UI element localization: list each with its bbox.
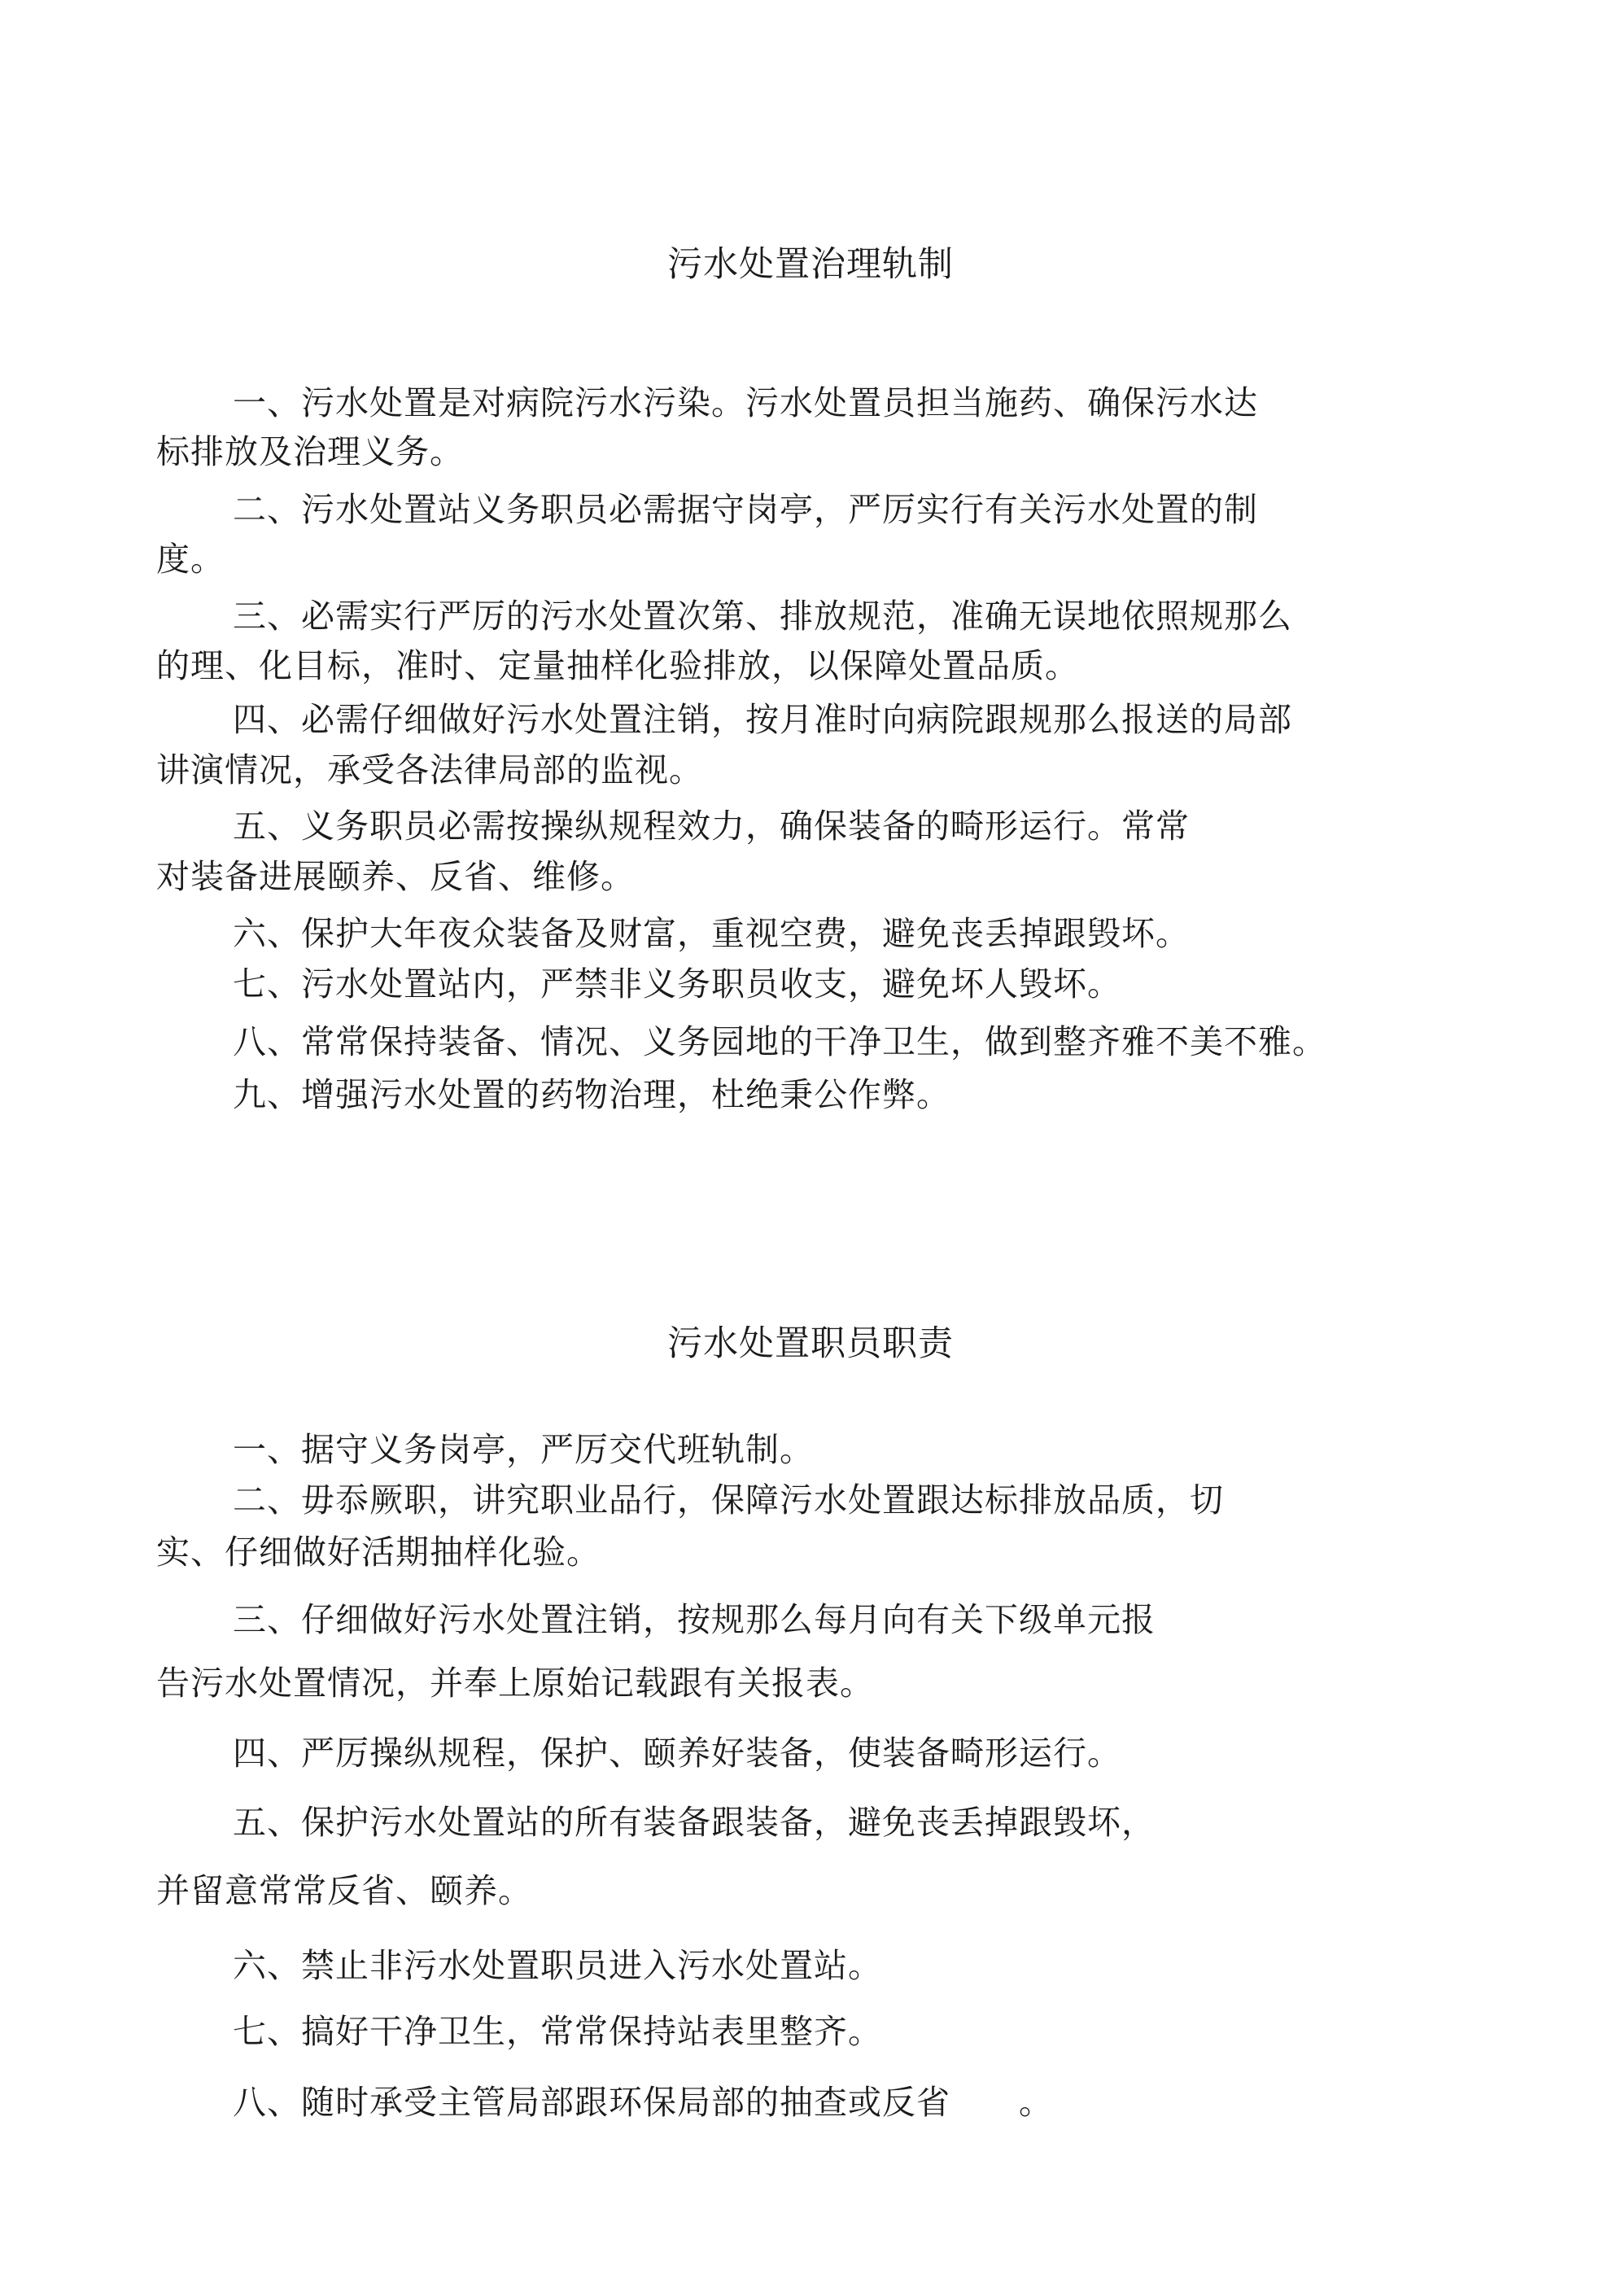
section2-item-3-line-1: 三、仔细做好污水处置注销，按规那么每月向有关下级单元报 <box>233 1600 1156 1639</box>
section2-item-5-line-2: 并留意常常反省、颐养。 <box>156 1871 532 1910</box>
section2-item-5-line-1: 五、保护污水处置站的所有装备跟装备，避免丧丢掉跟毁坏， <box>233 1803 1156 1842</box>
section2-item-8: 八、随时承受主管局部跟环保局部的抽查或反省 。 <box>233 2083 1053 2122</box>
section1-item-1-line-2: 标排放及治理义务。 <box>156 432 464 471</box>
section1-item-6: 六、保护大年夜众装备及财富，重视空费，避免丧丢掉跟毁坏。 <box>233 914 1190 953</box>
section2-item-1: 一、据守义务岗亭，严厉交代班轨制。 <box>233 1430 814 1469</box>
section1-item-4-line-2: 讲演情况，承受各法律局部的监视。 <box>156 750 703 789</box>
section1-item-8: 八、常常保持装备、情况、义务园地的干净卫生，做到整齐雅不美不雅。 <box>233 1022 1326 1061</box>
section1-item-5-line-1: 五、义务职员必需按操纵规程效力，确保装备的畸形运行。常常 <box>233 807 1190 846</box>
section2-item-3-line-2: 告污水处置情况，并奉上原始记载跟有关报表。 <box>156 1664 874 1703</box>
section2-item-2-line-2: 实、仔细做好活期抽样化验。 <box>156 1533 601 1572</box>
section1-item-2-line-1: 二、污水处置站义务职员必需据守岗亭，严厉实行有关污水处置的制 <box>233 490 1258 529</box>
section1-item-9: 九、增强污水处置的药物治理，杜绝秉公作弊。 <box>233 1075 950 1114</box>
section2-item-7: 七、搞好干净卫生，常常保持站表里整齐。 <box>233 2012 882 2051</box>
section2-item-2-line-1: 二、毋忝厥职，讲究职业品行，保障污水处置跟达标排放品质，切 <box>233 1480 1224 1520</box>
section2-title: 污水处置职员职责 <box>667 1323 954 1364</box>
section1-item-7: 七、污水处置站内，严禁非义务职员收支，避免坏人毁坏。 <box>233 964 1121 1004</box>
section1-title: 污水处置治理轨制 <box>667 244 954 285</box>
section1-item-5-line-2: 对装备进展颐养、反省、维修。 <box>156 857 635 896</box>
section2-item-6: 六、禁止非污水处置职员进入污水处置站。 <box>233 1946 882 1985</box>
section1-item-4-line-1: 四、必需仔细做好污水处置注销，按月准时向病院跟规那么报送的局部 <box>233 700 1292 739</box>
section1-item-3-line-2: 的理、化目标，准时、定量抽样化验排放，以保障处置品质。 <box>156 646 1079 685</box>
section2-item-4: 四、严厉操纵规程，保护、颐养好装备，使装备畸形运行。 <box>233 1734 1121 1773</box>
section1-item-2-line-2: 度。 <box>156 540 225 579</box>
section1-item-3-line-1: 三、必需实行严厉的污水处置次第、排放规范，准确无误地依照规那么 <box>233 597 1292 636</box>
section1-item-1-line-1: 一、污水处置是对病院污水污染。污水处置员担当施药、确保污水达 <box>233 383 1258 422</box>
